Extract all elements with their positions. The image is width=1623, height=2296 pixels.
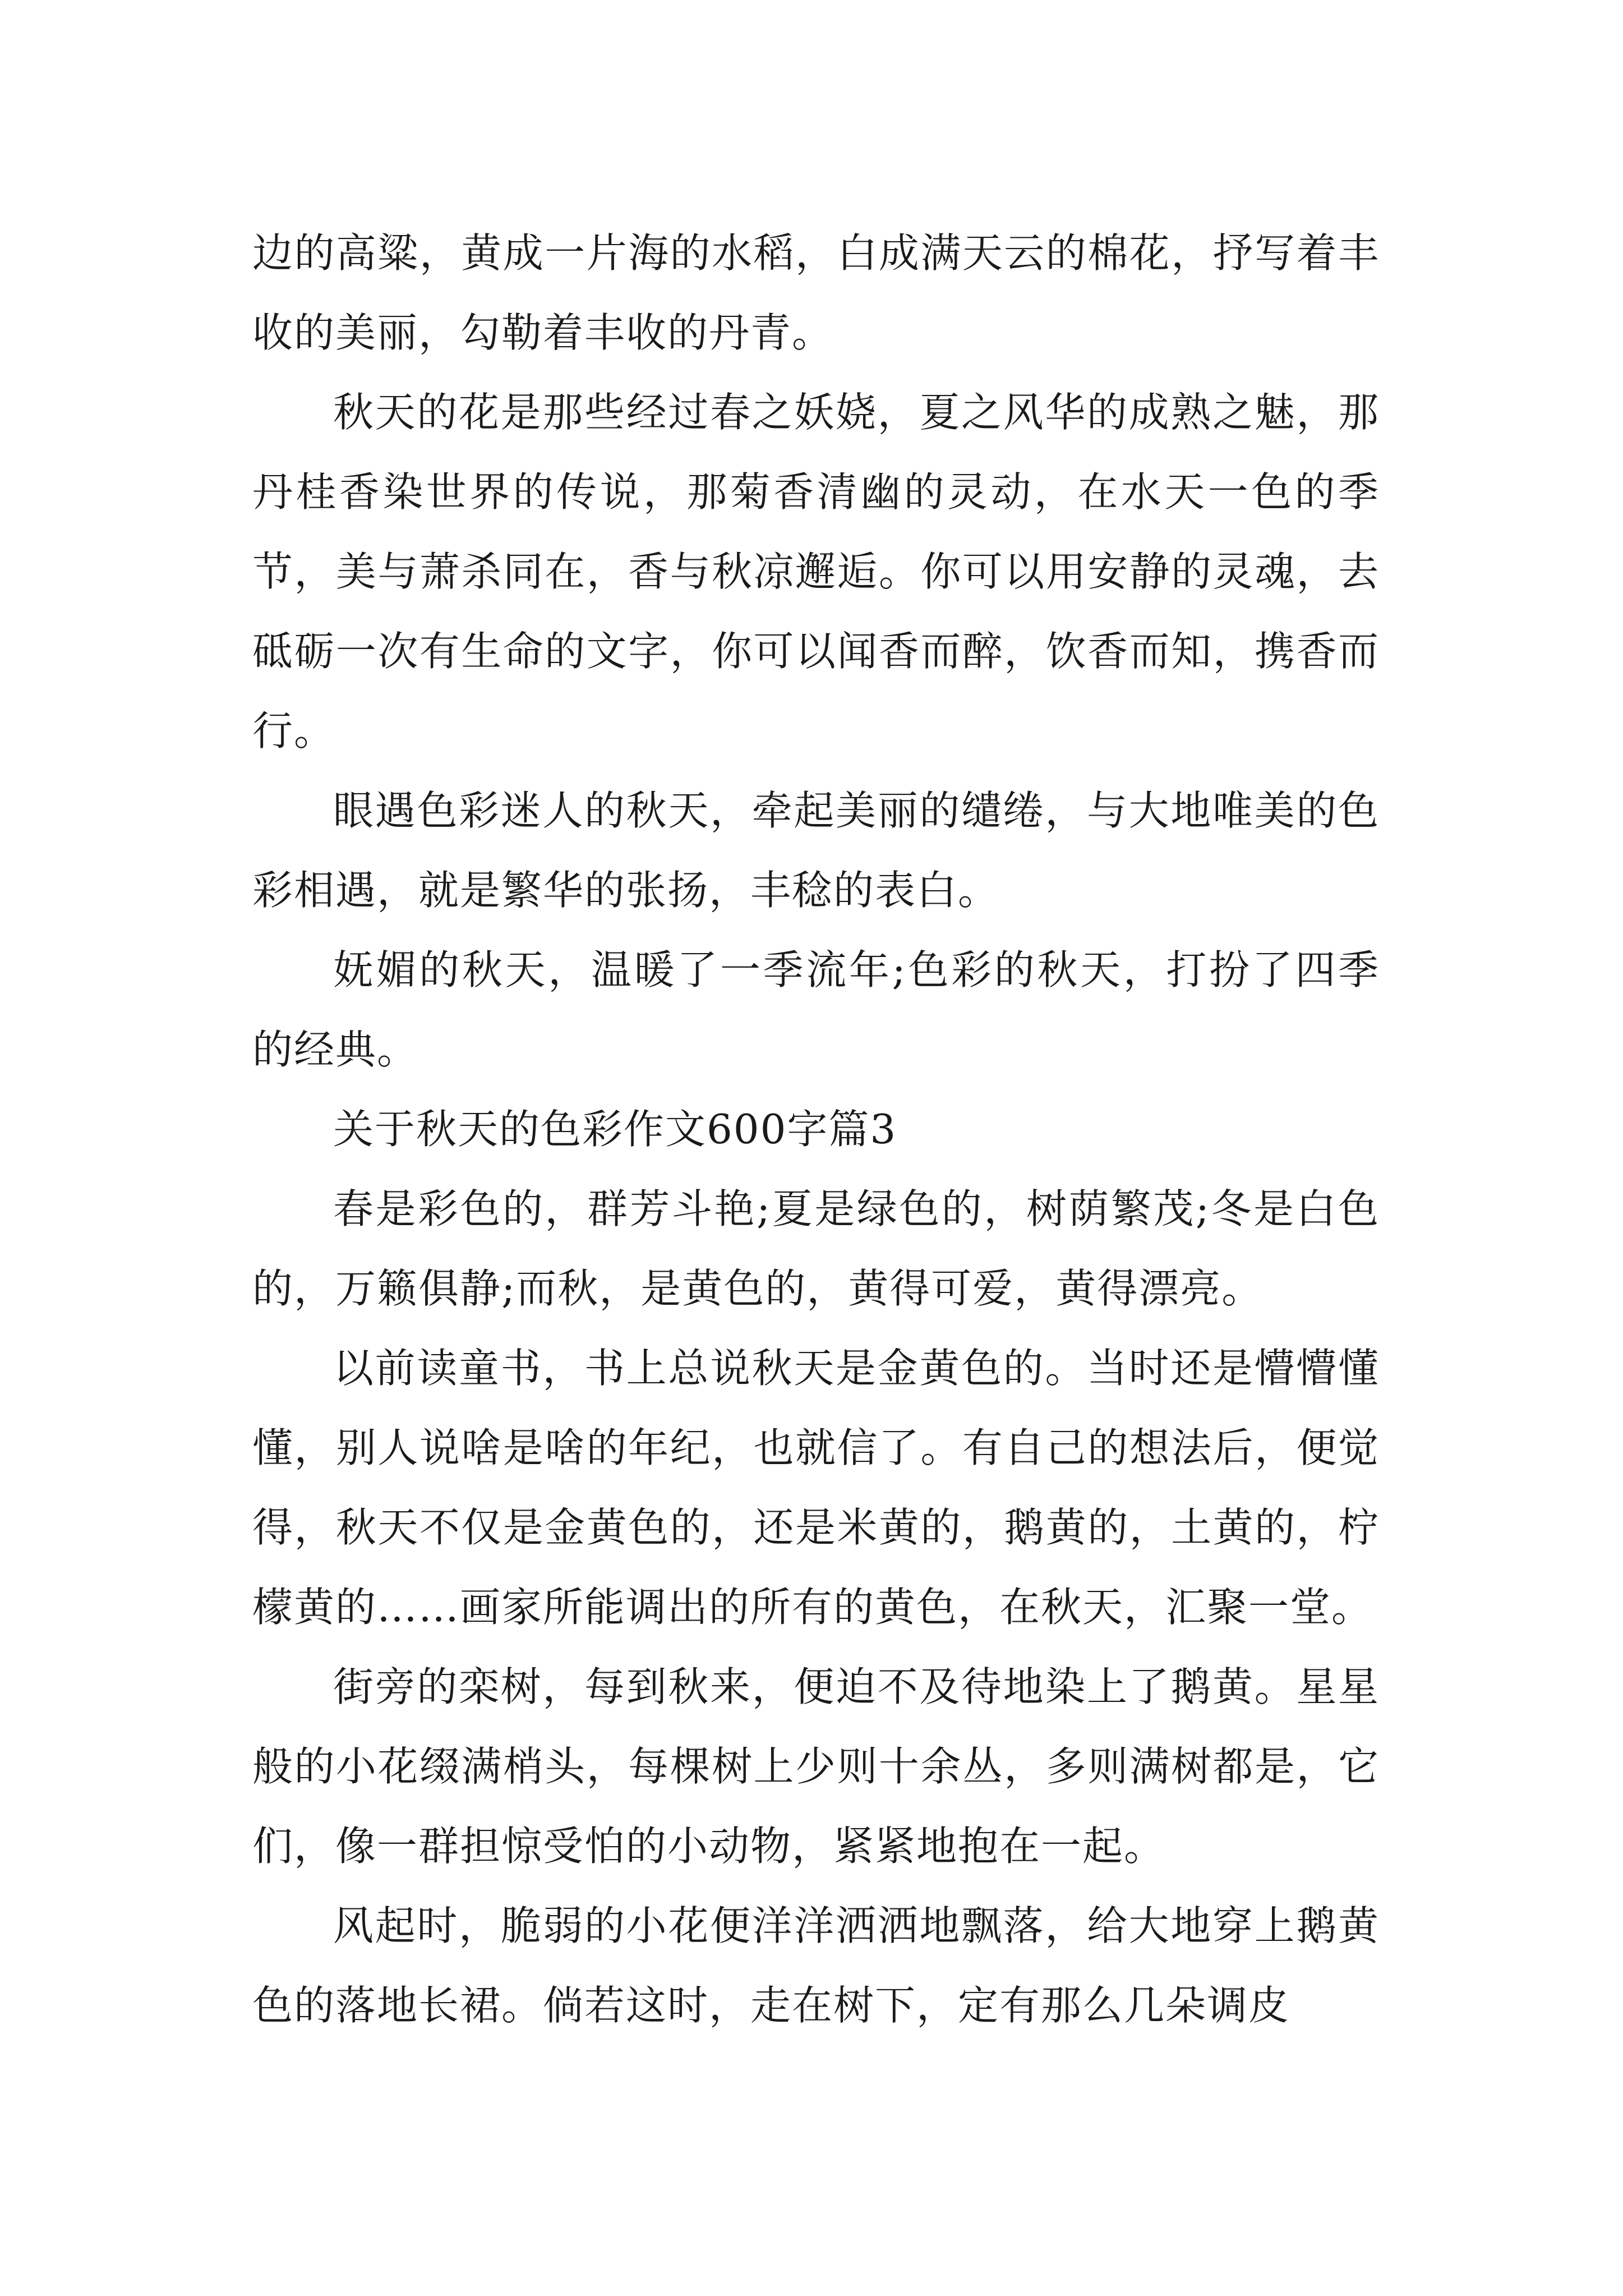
paragraph: 边的高粱，黄成一片海的水稻，白成满天云的棉花，抒写着丰收的美丽，勾勒着丰收的丹青。 [252, 229, 1380, 356]
paragraph: 风起时，脆弱的小花便洋洋洒洒地飘落，给大地穿上鹅黄色的落地长裙。倘若这时，走在树下，定有那么几朵调皮 [252, 1902, 1380, 2029]
paragraph: 眼遇色彩迷人的秋天，牵起美丽的缱绻，与大地唯美的色彩相遇，就是繁华的张扬，丰稔的表白。 [252, 787, 1380, 914]
paragraph: 秋天的花是那些经过春之妖娆，夏之风华的成熟之魅，那丹桂香染世界的传说，那菊香清幽的灵动，在水天一色的季节，美与萧杀同在，香与秋凉邂逅。你可以用安静的灵魂，去砥砺一次有生命的文字，你可以闻香而醉，饮香而知，携香而行。 [252, 389, 1380, 754]
paragraph: 妩媚的秋天，温暖了一季流年;色彩的秋天，打扮了四季的经典。 [252, 946, 1380, 1073]
document-body [252, 213, 1380, 2045]
paragraph: 以前读童书，书上总说秋天是金黄色的。当时还是懵懵懂懂，别人说啥是啥的年纪，也就信了。有自己的想法后，便觉得，秋天不仅是金黄色的，还是米黄的，鹅黄的，土黄的，柠檬黄的……画家所能调出的所有的黄色，在秋天，汇聚一堂。 [252, 1345, 1380, 1631]
paragraph: 春是彩色的，群芳斗艳;夏是绿色的，树荫繁茂;冬是白色的，万籁俱静;而秋，是黄色的，黄得可爱，黄得漂亮。 [252, 1185, 1380, 1312]
section-heading: 关于秋天的色彩作文600字篇3 [333, 1106, 897, 1153]
paragraph: 街旁的栾树，每到秋来，便迫不及待地染上了鹅黄。星星般的小花缀满梢头，每棵树上少则十余丛，多则满树都是，它们，像一群担惊受怕的小动物，紧紧地抱在一起。 [252, 1663, 1380, 1870]
